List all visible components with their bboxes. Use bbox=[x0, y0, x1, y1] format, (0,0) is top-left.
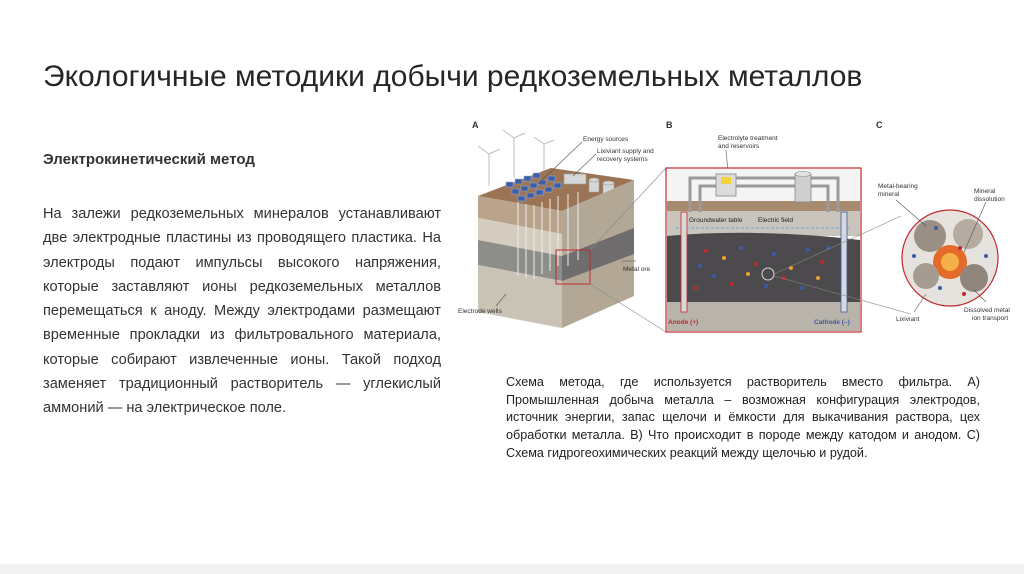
panel-a-letter: A bbox=[472, 120, 479, 130]
label-lixiviant-2: recovery systems bbox=[597, 156, 648, 163]
label-electrolyte-2: and reservoirs bbox=[718, 143, 760, 150]
panel-c-letter: C bbox=[876, 120, 883, 130]
label-groundwater-table: Groundwater table bbox=[689, 217, 743, 224]
label-mineral-dissolution-1: Mineral bbox=[974, 188, 996, 195]
section-subtitle: Электрокинетический метод bbox=[43, 151, 255, 168]
label-mineral-dissolution-2: dissolution bbox=[974, 196, 1005, 203]
body-paragraph: На залежи редкоземельных минералов устанавливают две электродные пластины из проводящего пластика. На электроды подают импульсы высокого напряжения, которые заставляют ионы редкоземельных металлов перемещаться к аноду. Между электродами размещают временные прокладки из фильтровального материала, которые собирают извлеченные ионы. Такой подход заменяет традиционный растворитель — углекислый аммоний — на электрическое поле. bbox=[43, 206, 441, 417]
topsoil bbox=[667, 201, 860, 211]
panel-b bbox=[666, 120, 911, 332]
label-energy-sources: Energy sources bbox=[583, 136, 629, 143]
slide-bottom-edge bbox=[0, 564, 1024, 574]
label-lixiviant: Lixiviant bbox=[896, 316, 920, 323]
slide-title: Экологичные методики добычи редкоземельных металлов bbox=[43, 60, 863, 93]
label-cathode: Cathode (–) bbox=[814, 319, 850, 326]
label-electrode-wells: Electrode wells bbox=[458, 308, 502, 315]
panel-b-letter: B bbox=[666, 120, 673, 130]
label-lixiviant-1: Lixiviant supply and bbox=[597, 148, 654, 155]
reservoir-tank bbox=[795, 174, 811, 202]
label-metal-bearing-1: Metal-bearing bbox=[878, 183, 918, 190]
label-dissolved-1: Dissolved metal bbox=[964, 307, 1010, 314]
label-electrolyte-1: Electrolyte treatment bbox=[718, 135, 778, 142]
label-metal-ore: Metal ore bbox=[623, 266, 651, 273]
method-diagram bbox=[456, 116, 1022, 336]
label-metal-bearing-2: mineral bbox=[878, 191, 900, 198]
figure-caption: Схема метода, где используется растворитель вместо фильтра. А) Промышленная добыча металла – возможная конфигурация электродов, источник энергии, запас щелочи и ёмкости для выкачивания раствора, цех обработки металла. В) Что происходит в породе между катодом и анодом. С) Схема гидрогеохимических реакций между щелочью и рудой. bbox=[506, 375, 980, 460]
panel-c bbox=[876, 120, 1010, 323]
panel-a bbox=[458, 120, 666, 332]
cathode-electrode bbox=[841, 212, 847, 312]
label-anode: Anode (+) bbox=[668, 319, 699, 326]
label-dissolved-2: ion transport bbox=[972, 315, 1009, 322]
label-electric-field: Electric field bbox=[758, 217, 794, 224]
anode-electrode bbox=[681, 212, 687, 312]
